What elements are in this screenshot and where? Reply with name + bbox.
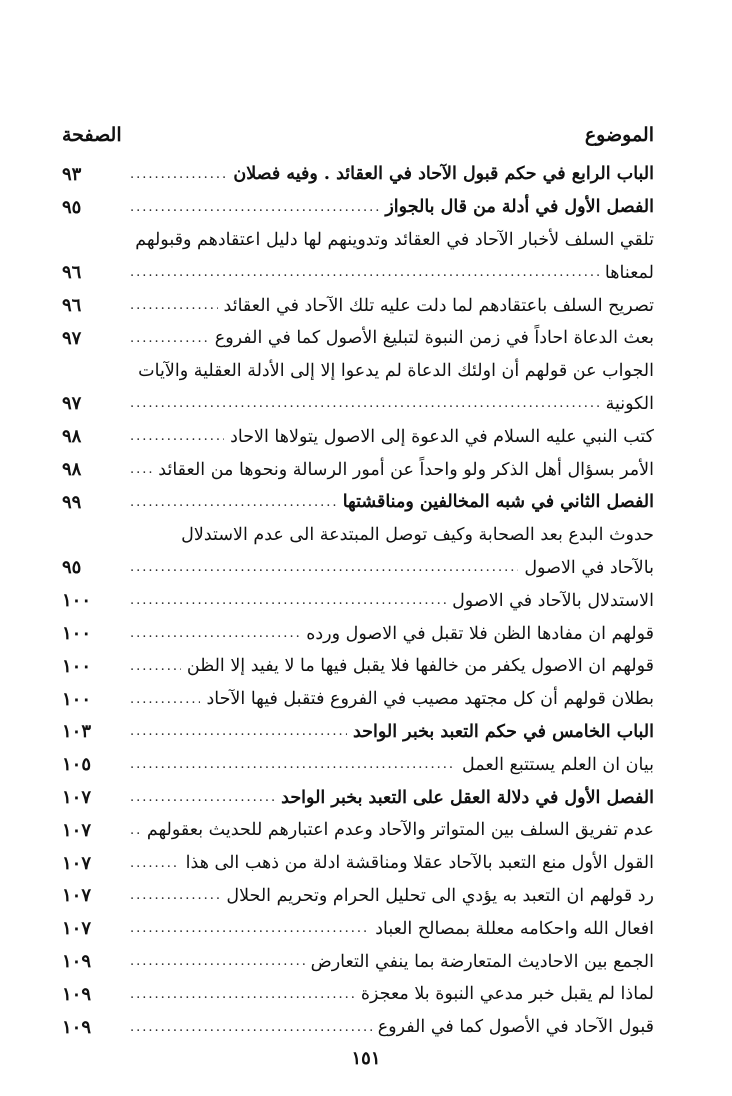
toc-entry-page: ٩٨ xyxy=(62,426,82,448)
toc-leader-dots xyxy=(130,167,227,182)
toc-entry-title: تصريح السلف باعتقادهم لما دلت عليه تلك الآحاد في العقائد xyxy=(223,295,654,316)
toc-row xyxy=(62,683,654,716)
toc-row xyxy=(62,847,654,880)
toc-leader-dots xyxy=(130,626,300,641)
toc-row xyxy=(62,716,654,749)
toc-entry-title: قولهم ان الاصول يكفر من خالفها فلا يقبل فيها ما لا يفيد إلا الظن xyxy=(186,656,654,677)
toc-entry-page: ٩٨ xyxy=(62,459,82,481)
toc-entry-title: قولهم ان مفادها الظن فلا تقبل في الاصول ورده xyxy=(306,623,654,644)
toc-leader-dots xyxy=(130,757,456,772)
toc-row xyxy=(62,289,654,322)
toc-list xyxy=(62,158,654,1044)
toc-row xyxy=(62,388,654,421)
toc-leader-dots xyxy=(130,265,599,280)
toc-leader-dots xyxy=(130,888,220,903)
toc-row xyxy=(62,322,654,355)
toc-leader-dots xyxy=(130,495,337,510)
toc-row xyxy=(62,912,654,945)
toc-header xyxy=(62,118,654,152)
toc-leader-dots xyxy=(130,298,218,313)
toc-entry-title: بطلان قولهم أن كل مجتهد مصيب في الفروع فتقبل فيها الآحاد xyxy=(206,689,654,710)
toc-entry-title: افعال الله واحكامه معللة بمصالح العباد xyxy=(375,918,654,939)
toc-entry-title: القول الأول منع التعبد بالآحاد عقلا ومناقشة ادلة من ذهب الى هذا xyxy=(185,853,654,874)
toc-row xyxy=(62,748,654,781)
toc-entry-page: ٩٦ xyxy=(62,295,82,317)
toc-entry-title: حدوث البدع بعد الصحابة وكيف توصل المبتدعة الى عدم الاستدلال xyxy=(181,525,654,546)
toc-leader-dots xyxy=(130,823,141,838)
toc-row xyxy=(62,1011,654,1044)
toc-entry-page: ١٠٩ xyxy=(62,1016,92,1038)
toc-leader-dots xyxy=(130,1020,372,1035)
toc-entry-title: الباب الخامس في حكم التعبد بخبر الواحد xyxy=(352,721,654,742)
toc-row xyxy=(62,191,654,224)
toc-entry-page: ١٠٧ xyxy=(62,819,92,841)
toc-row xyxy=(62,584,654,617)
toc-entry-title: الفصل الثاني في شبه المخالفين ومناقشتها xyxy=(342,492,654,513)
page-heading: الصفحة xyxy=(62,124,122,146)
toc-entry-page: ١٠٠ xyxy=(62,590,92,612)
toc-entry-page: ١٠٣ xyxy=(62,721,92,743)
toc-leader-dots xyxy=(130,429,224,444)
toc-entry-title: الفصل الأول في أدلة من قال بالجواز xyxy=(385,197,654,218)
toc-row xyxy=(62,453,654,486)
toc-entry-page: ٩٣ xyxy=(62,163,82,185)
toc-entry-page: ١٠٥ xyxy=(62,754,92,776)
toc-entry-title: لماذا لم يقبل خبر مدعي النبوة بلا معجزة xyxy=(360,984,654,1005)
toc-leader-dots xyxy=(130,396,600,411)
toc-entry-page: ١٠٠ xyxy=(62,655,92,677)
toc-entry-title: الجواب عن قولهم أن اولئك الدعاة لم يدعوا إلا إلى الأدلة العقلية والآيات xyxy=(138,361,654,382)
toc-row xyxy=(62,978,654,1011)
toc-row xyxy=(62,945,654,978)
toc-entry-title: الفصل الأول في دلالة العقل على التعبد بخبر الواحد xyxy=(281,787,654,808)
toc-entry-page: ١٠٠ xyxy=(62,688,92,710)
toc-entry-title: لمعناها xyxy=(604,262,654,283)
toc-entry-title: الجمع بين الاحاديث المتعارضة بما ينفي التعارض xyxy=(310,951,654,972)
toc-leader-dots xyxy=(130,462,152,477)
toc-leader-dots xyxy=(130,921,369,936)
toc-entry-page: ١٠٧ xyxy=(62,885,92,907)
toc-entry-title: رد قولهم ان التعبد به يؤدي الى تحليل الحرام وتحريم الحلال xyxy=(226,885,654,906)
toc-entry-title: بيان ان العلم يستتبع العمل xyxy=(461,754,654,775)
toc-entry-page: ١٠٩ xyxy=(62,983,92,1005)
toc-entry-title: عدم تفريق السلف بين المتواتر والآحاد وعدم اعتبارهم للحديث بعقولهم xyxy=(146,820,654,841)
toc-row xyxy=(62,552,654,585)
toc-row xyxy=(62,880,654,913)
toc-leader-dots xyxy=(130,856,180,871)
toc-row xyxy=(62,256,654,289)
toc-entry-title: كتب النبي عليه السلام في الدعوة إلى الاصول يتولاها الاحاد xyxy=(230,426,654,447)
toc-entry-title: بعث الدعاة احاداً في زمن النبوة لتبليغ الأصول كما في الفروع xyxy=(214,328,654,349)
toc-entry-page: ٩٧ xyxy=(62,393,82,415)
topic-heading: الموضوع xyxy=(584,124,654,146)
toc-entry-title: الأمر بسؤال أهل الذكر ولو واحداً عن أمور الرسالة ونحوها من العقائد xyxy=(158,459,654,480)
toc-row xyxy=(62,617,654,650)
toc-entry-page: ١٠٠ xyxy=(62,623,92,645)
toc-entry-title: الكونية xyxy=(605,393,654,414)
page-number: ١٥١ xyxy=(351,1048,381,1069)
toc-row xyxy=(62,814,654,847)
toc-entry-page: ٩٦ xyxy=(62,262,82,284)
toc-row xyxy=(62,224,654,257)
toc-row xyxy=(62,486,654,519)
toc-entry-title: الاستدلال بالآحاد في الاصول xyxy=(452,590,654,611)
toc-entry-page: ٩٩ xyxy=(62,491,82,513)
toc-entry-page: ١٠٧ xyxy=(62,787,92,809)
toc-leader-dots xyxy=(130,593,446,608)
toc-entry-title: قبول الآحاد في الأصول كما في الفروع xyxy=(377,1017,654,1038)
toc-entry-page: ٩٥ xyxy=(62,196,82,218)
toc-row xyxy=(62,519,654,552)
toc-leader-dots xyxy=(130,659,181,674)
toc-row xyxy=(62,158,654,191)
toc-entry-page: ١٠٧ xyxy=(62,918,92,940)
toc-leader-dots xyxy=(130,692,200,707)
toc-leader-dots xyxy=(130,331,209,346)
toc-entry-title: بالآحاد في الاصول xyxy=(524,557,654,578)
toc-leader-dots xyxy=(130,987,355,1002)
toc-leader-dots xyxy=(130,790,275,805)
toc-leader-dots xyxy=(130,724,347,739)
toc-leader-dots xyxy=(130,560,518,575)
toc-row xyxy=(62,781,654,814)
toc-entry-title: الباب الرابع في حكم قبول الآحاد في العقائد . وفيه فصلان xyxy=(233,164,654,185)
toc-row xyxy=(62,650,654,683)
toc-entry-page: ١٠٩ xyxy=(62,951,92,973)
toc-entry-page: ٩٥ xyxy=(62,557,82,579)
toc-row xyxy=(62,355,654,388)
toc-entry-title: تلقي السلف لأخبار الآحاد في العقائد وتدوينهم لها دليل اعتقادهم وقبولهم xyxy=(135,229,654,250)
toc-leader-dots xyxy=(130,954,305,969)
toc-leader-dots xyxy=(130,200,379,215)
toc-entry-page: ٩٧ xyxy=(62,327,82,349)
toc-row xyxy=(62,420,654,453)
toc-entry-page: ١٠٧ xyxy=(62,852,92,874)
